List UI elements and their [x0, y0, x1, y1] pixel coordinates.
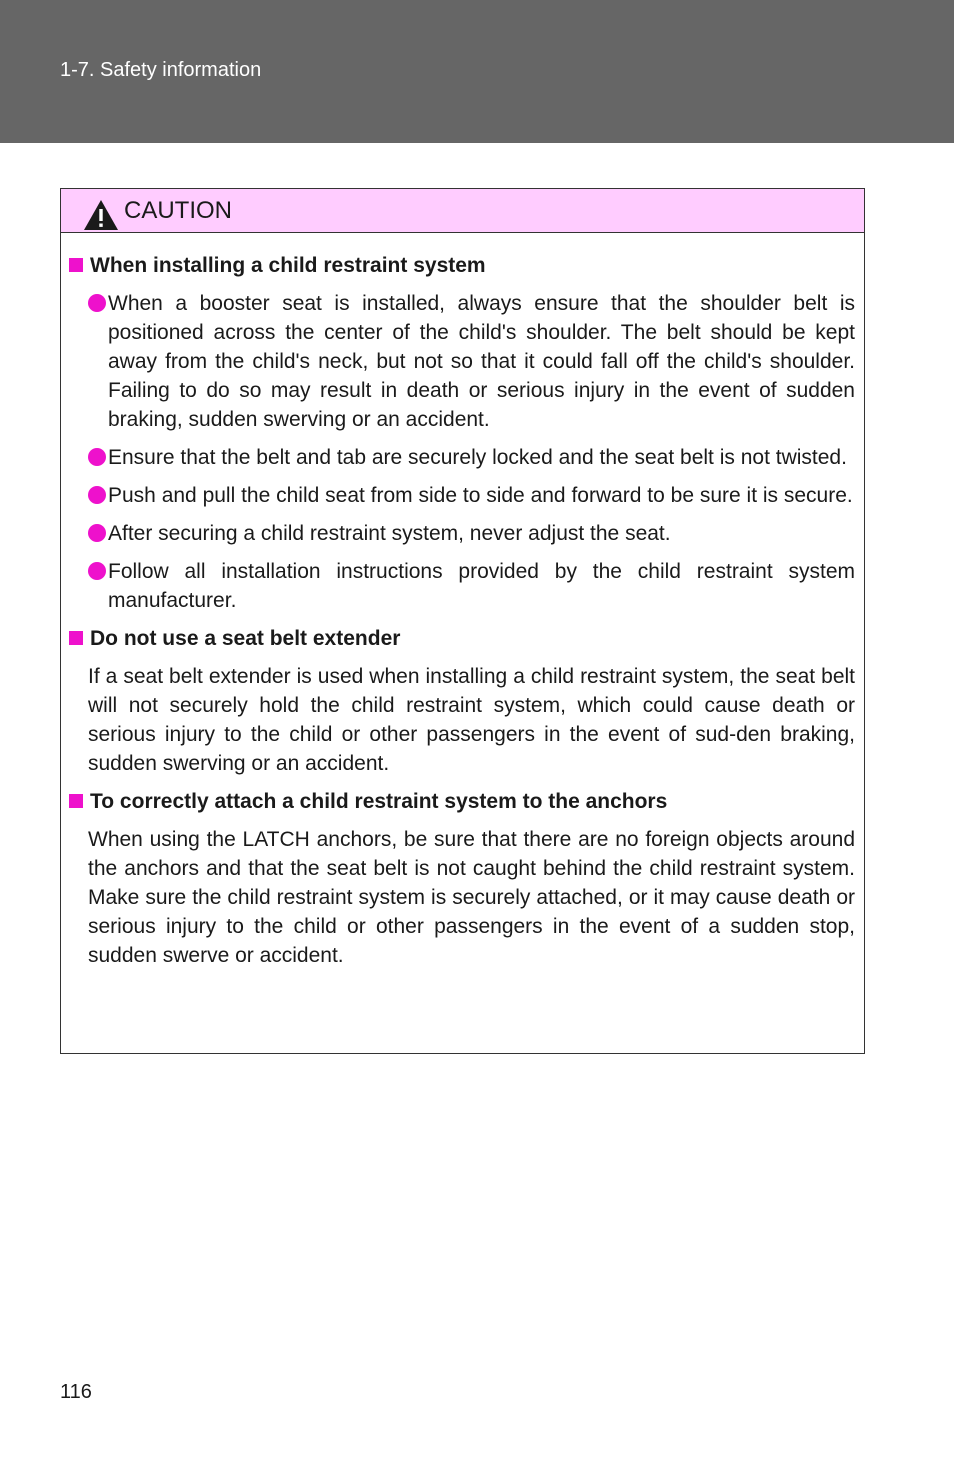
header-band: [0, 0, 954, 143]
circle-bullet-icon: [88, 486, 106, 504]
bullet-text: When a booster seat is installed, always ensure that the shoulder belt is positioned across the center of the child's shoulder. The belt should be kept away from the child's neck, but not so that it could fall off the child's shoulder. Failing to do so may result in death or serious injury in the event of sudden braking, sudden swerving or an accident.: [108, 292, 855, 431]
bullet-text: Push and pull the child seat from side to side and forward to be sure it is secure.: [108, 484, 853, 507]
bullet-text: After securing a child restraint system, never adjust the seat.: [108, 522, 671, 545]
section-heading-text: When installing a child restraint system: [90, 254, 486, 277]
page-number: 116: [60, 1381, 92, 1403]
circle-bullet-icon: [88, 294, 106, 312]
circle-bullet-icon: [88, 448, 106, 466]
bullet-item: [88, 289, 855, 434]
section-heading-text: To correctly attach a child restraint system to the anchors: [90, 790, 668, 813]
circle-bullet-icon: [88, 524, 106, 542]
caution-label: CAUTION: [124, 197, 232, 224]
bullet-text: Follow all installation instructions provided by the child restraint system manufacturer.: [108, 560, 855, 612]
section-heading: [68, 787, 855, 816]
square-bullet-icon: [69, 258, 83, 272]
square-bullet-icon: [69, 794, 83, 808]
section-heading: [68, 251, 855, 280]
circle-bullet-icon: [88, 562, 106, 580]
bullet-item: [88, 443, 855, 472]
section-heading-text: Do not use a seat belt extender: [90, 627, 401, 650]
bullet-text: Ensure that the belt and tab are securely locked and the seat belt is not twisted.: [108, 446, 847, 469]
caution-box: [60, 188, 865, 1054]
bullet-item: [88, 519, 855, 548]
bullet-item: [88, 481, 855, 510]
section-title: 1-7. Safety information: [60, 59, 262, 81]
section-paragraph: If a seat belt extender is used when installing a child restraint system, the seat belt will not securely hold the child restraint system, which could cause death or serious injury to the child or other passengers in the event of sud-den braking, sudden swerving or an accident.: [88, 665, 855, 775]
section-heading: [68, 624, 855, 653]
warning-triangle-icon: [83, 199, 119, 231]
bullet-item: [88, 557, 855, 615]
section-paragraph: When using the LATCH anchors, be sure that there are no foreign objects around the anchors and that the seat belt is not caught behind the child restraint system. Make sure the child restraint system is securely attached, or it may cause death or serious injury to the child or other passengers in the event of a sudden stop, sudden swerve or accident.: [88, 828, 855, 967]
caution-body: [61, 233, 864, 970]
caution-header: [61, 189, 864, 233]
square-bullet-icon: [69, 631, 83, 645]
